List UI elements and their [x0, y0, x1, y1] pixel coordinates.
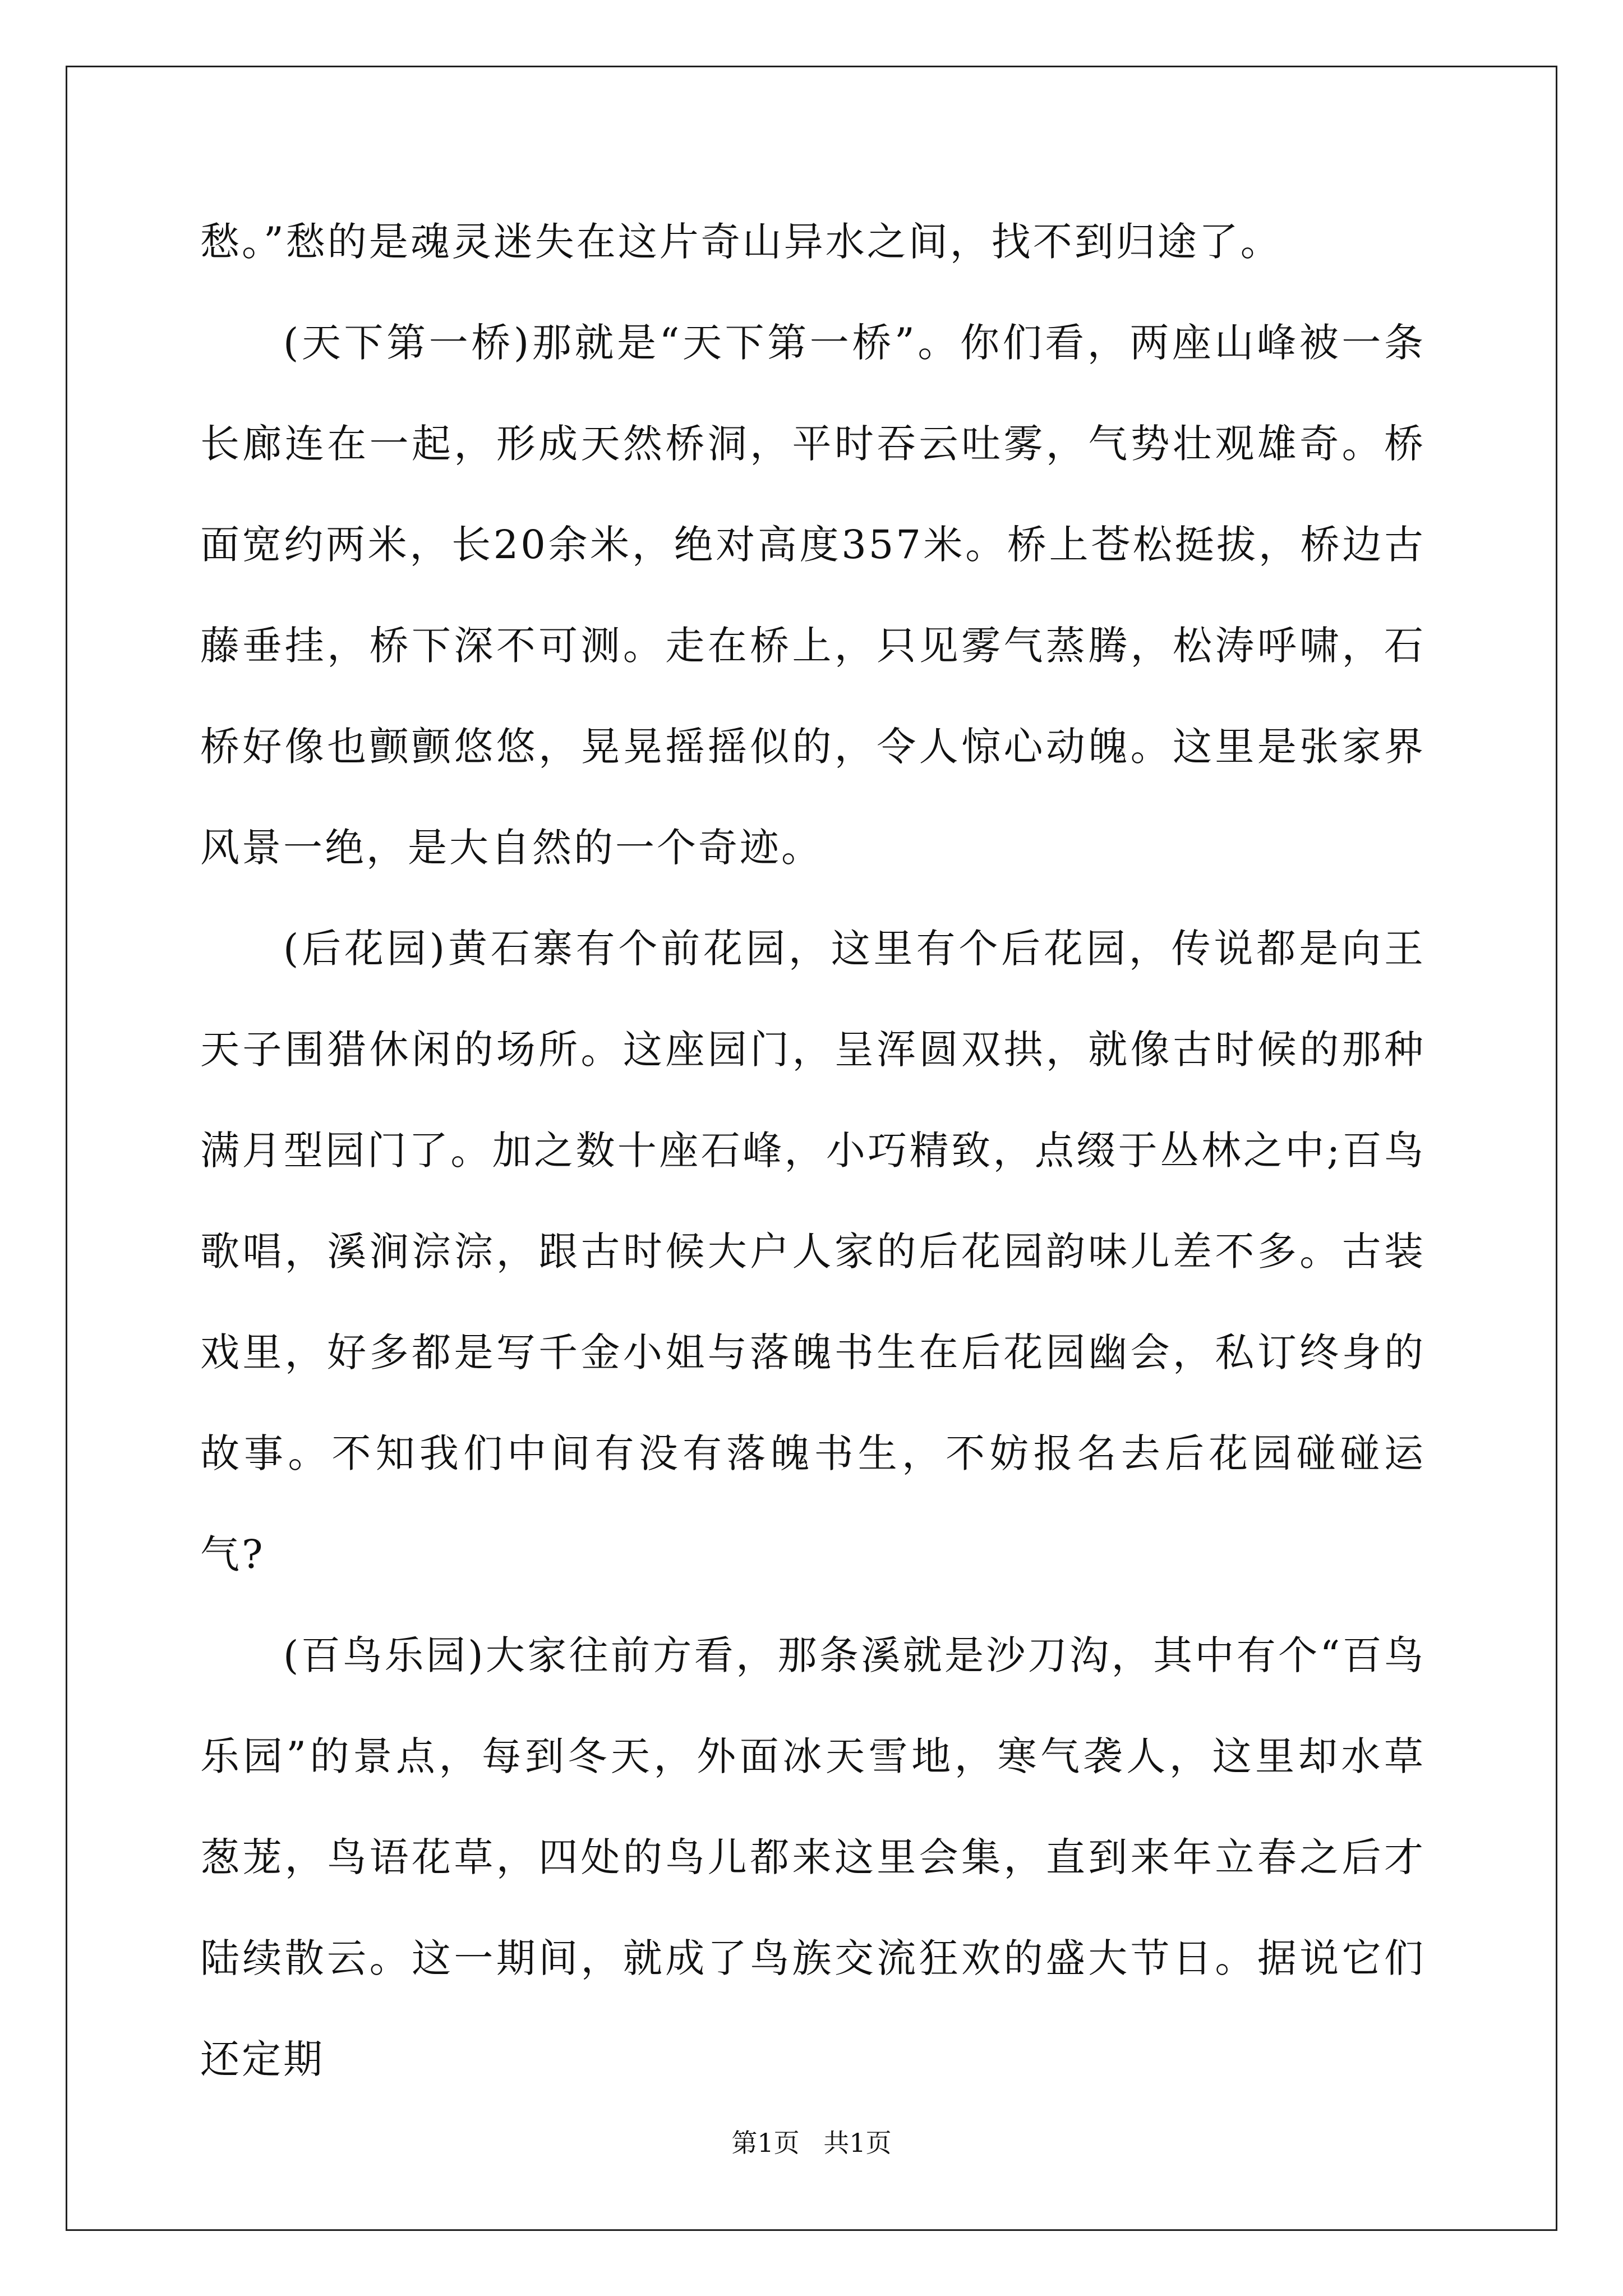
document-body: [200, 191, 1426, 2110]
paragraph-3: (后花园)黄石寨有个前花园，这里有个后花园，传说都是向王天子围猎休闲的场所。这座园门，呈浑圆双拱，就像古时候的那种满月型园门了。加之数十座石峰，小巧精致，点缀于丛林之中;百鸟歌唱，溪涧淙淙，跟古时候大户人家的后花园韵味儿差不多。古装戏里，好多都是写千金小姐与落魄书生在后花园幽会，私订终身的故事。不知我们中间有没有落魄书生，不妨报名去后花园碰碰运气?: [200, 926, 1426, 1577]
paragraph-4: (百鸟乐园)大家往前方看，那条溪就是沙刀沟，其中有个“百鸟乐园”的景点，每到冬天，外面冰天雪地，寒气袭人，这里却水草葱茏，鸟语花草，四处的鸟儿都来这里会集，直到来年立春之后才陆续散云。这一期间，就成了鸟族交流狂欢的盛大节日。据说它们还定期: [200, 1632, 1426, 2082]
page-number: 第1页: [731, 2128, 800, 2158]
paragraph-1: 愁。”愁的是魂灵迷失在这片奇山异水之间，找不到归途了。: [200, 219, 1282, 265]
paragraph-2: (天下第一桥)那就是“天下第一桥”。你们看，两座山峰被一条长廊连在一起，形成天然桥洞，平时吞云吐雾，气势壮观雄奇。桥面宽约两米，长20余米，绝对高度357米。桥上苍松挺拔，桥边古藤垂挂，桥下深不可测。走在桥上，只见雾气蒸腾，松涛呼啸，石桥好像也颤颤悠悠，晃晃摇摇似的，令人惊心动魄。这里是张家界风景一绝，是大自然的一个奇迹。: [200, 320, 1426, 871]
page-footer: [0, 2126, 1623, 2160]
page-count: 共1页: [823, 2128, 892, 2158]
